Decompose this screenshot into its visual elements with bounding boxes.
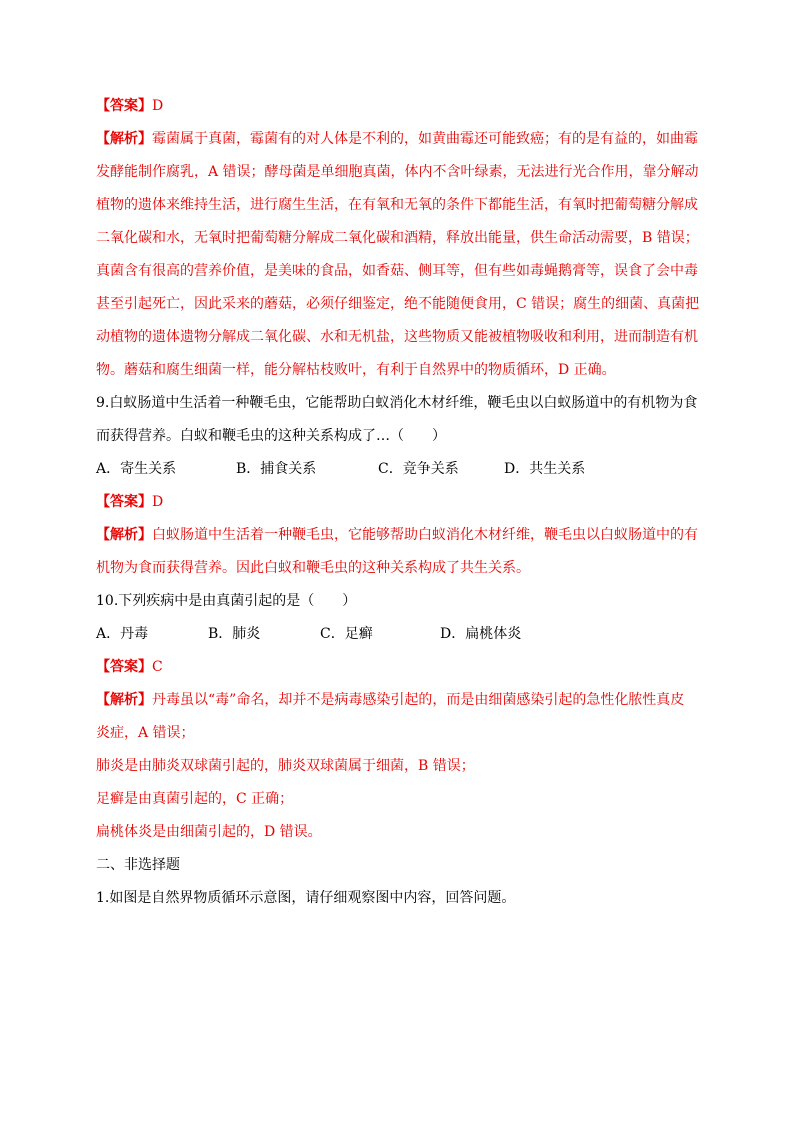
- analysis-tag: 【解析】: [96, 692, 152, 708]
- q8-answer: [96, 96, 163, 116]
- q9-option-c: C．竞争关系: [378, 461, 459, 477]
- q8-analysis-line-8: 物。蘑菇和腐生细菌一样，能分解枯枝败叶，有利于自然界中的物质循环，D 正确。: [96, 362, 616, 378]
- q10-option-d: D．扁桃体炎: [440, 626, 522, 642]
- q9-analysis-line-2: 机物为食而获得营养。因此白蚁和鞭毛虫的这种关系构成了共生关系。: [96, 560, 530, 576]
- q9-analysis-line-1: 【解析】白蚁肠道中生活着一种鞭毛虫，它能够帮助白蚁消化木材纤维，鞭毛虫以白蚁肠道中的有: [96, 527, 698, 543]
- answer-value: D: [152, 98, 164, 114]
- q1-stem: 1.如图是自然界物质循环示意图，请仔细观察图中内容，回答问题。: [96, 890, 516, 906]
- analysis-tag: 【解析】: [96, 131, 152, 147]
- answer-tag: 【答案】: [96, 98, 152, 114]
- q8-analysis-line-1: 【解析】霉菌属于真菌，霉菌有的对人体是不利的，如黄曲霉还可能致癌；有的是有益的，如曲霉: [96, 131, 698, 147]
- answer-tag: 【答案】: [96, 494, 152, 510]
- q9-option-a: A．寄生关系: [96, 461, 177, 477]
- q10-stem: 10.下列疾病中是由真菌引起的是（ ）: [96, 593, 357, 609]
- q10-analysis-line-4: 足癣是由真菌引起的，C 正确；: [96, 791, 294, 807]
- q9-stem-line-1: 9.白蚁肠道中生活着一种鞭毛虫，它能帮助白蚁消化木材纤维，鞭毛虫以白蚁肠道中的有机物为食: [96, 395, 698, 411]
- q10-analysis-line-2: 炎症，A 错误；: [96, 725, 195, 741]
- q8-analysis-line-3: 植物的遗体来维持生活，进行腐生生活，在有氧和无氧的条件下都能生活，有氧时把葡萄糖分解成: [96, 197, 698, 213]
- section-heading: 二、非选择题: [96, 857, 180, 873]
- q10-options: [96, 624, 521, 644]
- q10-analysis-line-3: 肺炎是由肺炎双球菌引起的，肺炎双球菌属于细菌，B 错误；: [96, 758, 475, 774]
- q8-analysis-line-4: 二氧化碳和水，无氧时把葡萄糖分解成二氧化碳和酒精，释放出能量，供生命活动需要，B 错误；: [96, 230, 699, 246]
- q10-option-a: A．丹毒: [96, 626, 149, 642]
- q9-options: [96, 459, 585, 479]
- q10-option-c: C．足癣: [320, 626, 373, 642]
- q8-analysis-line-2: 发酵能制作腐乳，A 错误；酵母菌是单细胞真菌，体内不含叶绿素，无法进行光合作用，靠分解动: [96, 164, 699, 180]
- q10-answer: [96, 657, 163, 677]
- q10-option-b: B．肺炎: [208, 626, 261, 642]
- q9-option-b: B．捕食关系: [236, 461, 317, 477]
- q9-option-d: D．共生关系: [504, 461, 586, 477]
- analysis-tag: 【解析】: [96, 527, 152, 543]
- answer-value: D: [152, 494, 164, 510]
- q8-analysis-line-6: 甚至引起死亡，因此采来的蘑菇，必须仔细鉴定，绝不能随便食用，C 错误；腐生的细菌、真菌把: [96, 296, 700, 312]
- q10-analysis-line-5: 扁桃体炎是由细菌引起的，D 错误。: [96, 824, 322, 840]
- answer-tag: 【答案】: [96, 659, 152, 675]
- q9-stem-line-2: 而获得营养。白蚁和鞭毛虫的这种关系构成了…（ ）: [96, 428, 446, 444]
- q9-answer: [96, 492, 163, 512]
- answer-value: C: [152, 659, 163, 675]
- q8-analysis-line-7: 动植物的遗体遗物分解成二氧化碳、水和无机盐，这些物质又能被植物吸收和利用，进而制造有机: [96, 329, 698, 345]
- q8-analysis-line-5: 真菌含有很高的营养价值，是美味的食品，如香菇、侧耳等，但有些如毒蝇鹅膏等，误食了会中毒: [96, 263, 698, 279]
- q10-analysis-line-1: 【解析】丹毒虽以“毒”命名，却并不是病毒感染引起的，而是由细菌感染引起的急性化脓性真皮: [96, 692, 685, 708]
